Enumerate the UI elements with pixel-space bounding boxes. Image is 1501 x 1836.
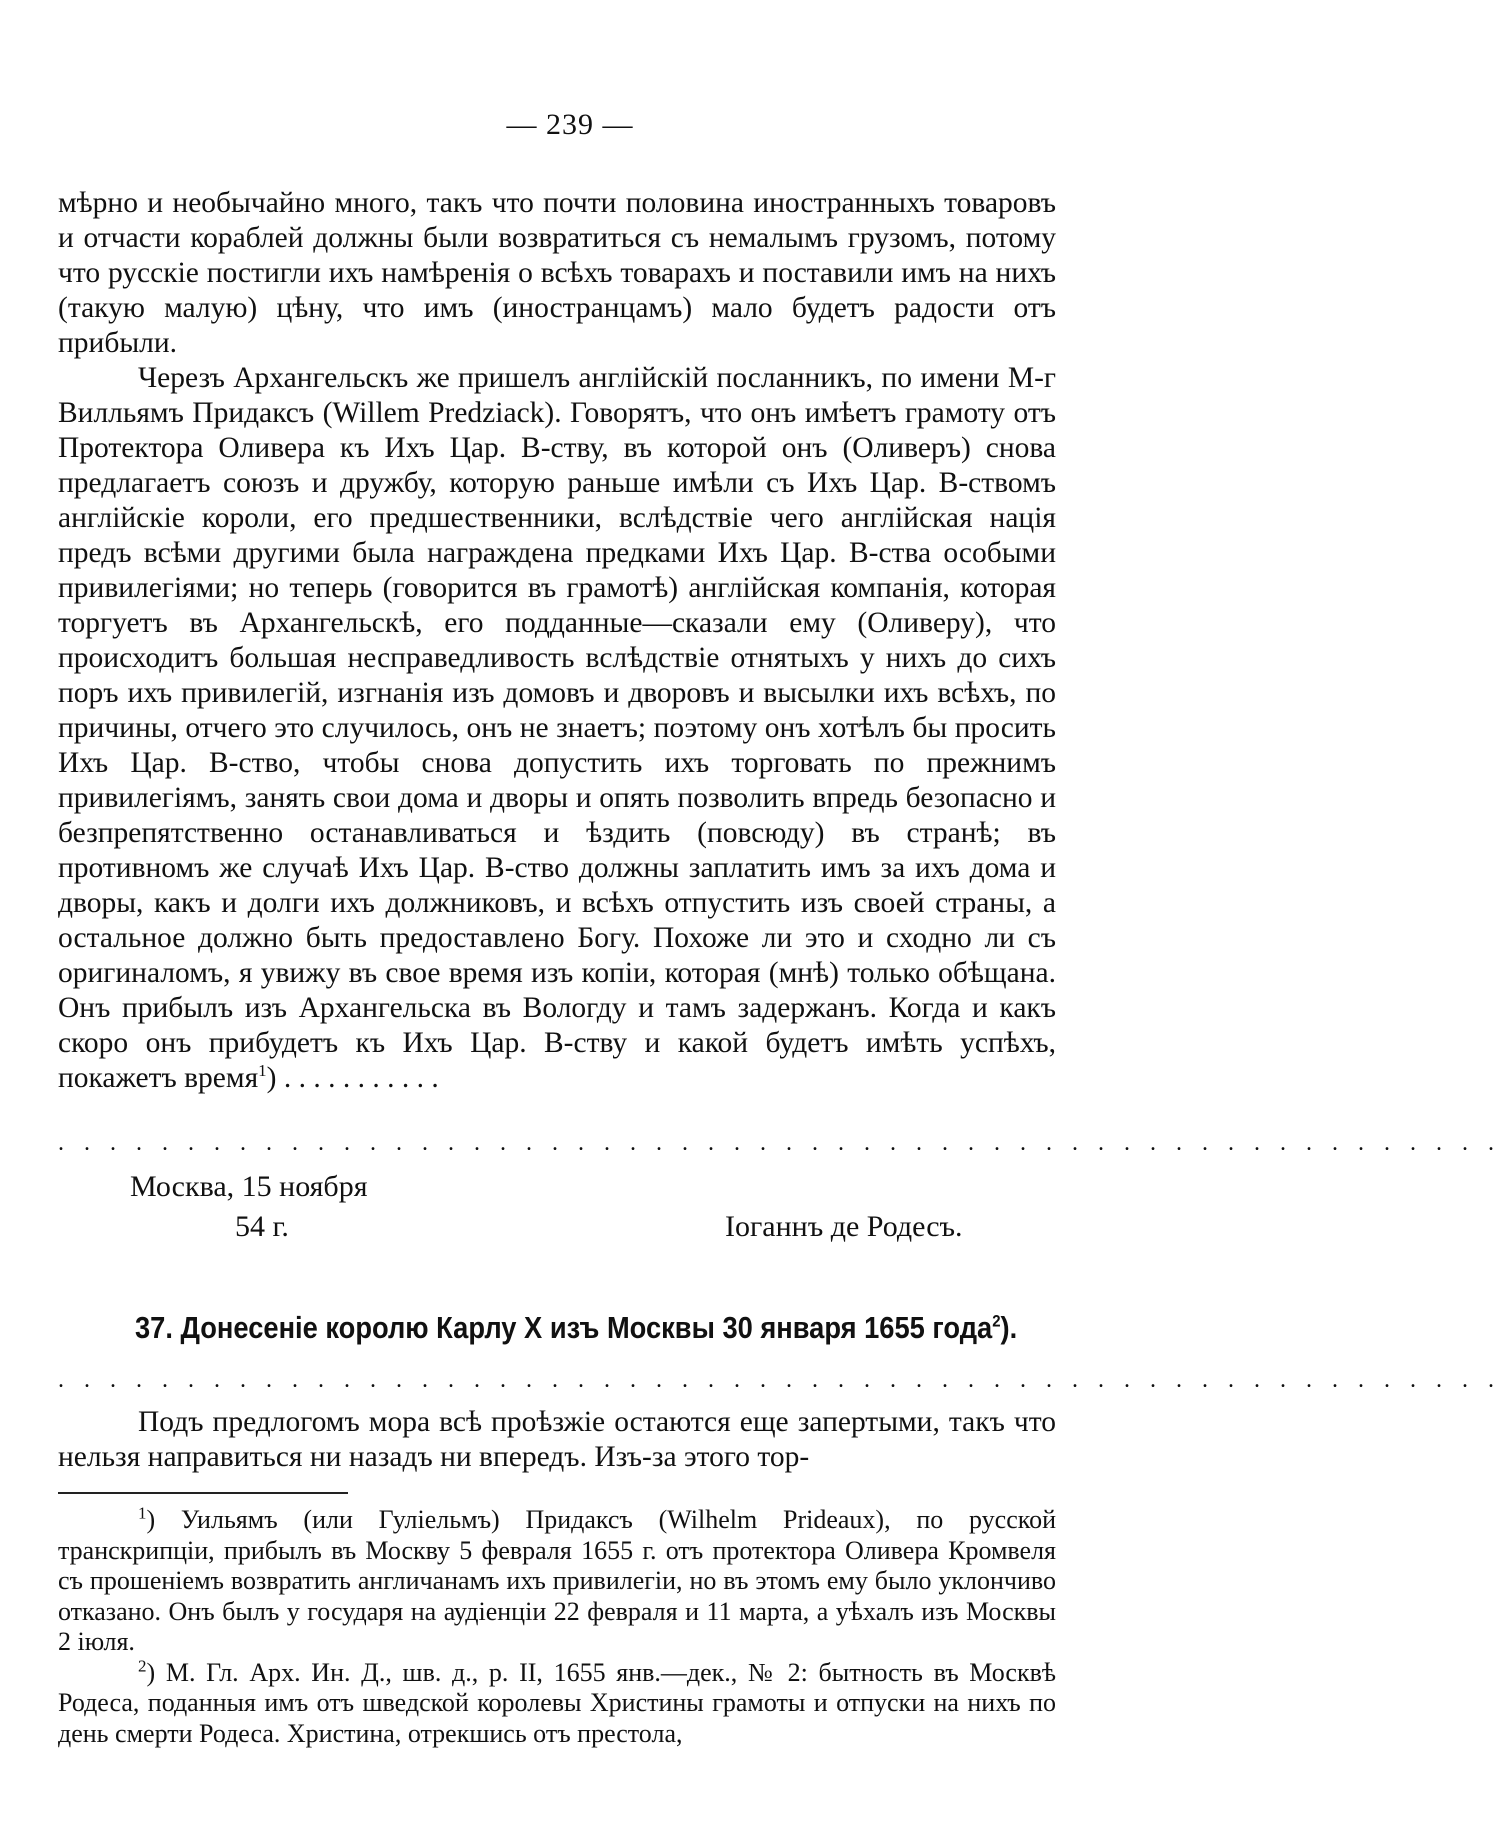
heading-tail: ). [1000,1310,1018,1345]
footnote-1 [58,1505,1056,1658]
paragraph-2-text: Черезъ Архангельскъ же пришелъ англійскій посланникъ, по имени М-г Вилльямъ Придаксъ (Willem Predziack). Говорятъ, что онъ имѣетъ грамоту отъ Протектора Оливера къ Ихъ Цар. В-ству, въ которой онъ (Оливеръ) снова предлагаетъ союзъ и дружбу, которую раньше имѣли съ Ихъ Цар. В-ствомъ англійскіе короли, его предшественники, вслѣдствіе чего англійская нація предъ всѣми другими была награждена предками Ихъ Цар. В-ства особыми привилегіями; но теперь (говорится въ грамотѣ) англійская компанія, которая торгуетъ въ Архангельскѣ, его подданные—сказали ему (Оливеру), что происходитъ большая несправедливость вслѣдствіе отнятыхъ у нихъ до сихъ поръ ихъ привилегій, изгнанія изъ домовъ и дворовъ и высылки ихъ всѣхъ, по причины, отчего это случилось, онъ не знаетъ; поэтому онъ хотѣлъ бы просить Ихъ Цар. В-ство, чтобы снова допустить ихъ торговать по прежнимъ привилегіямъ, занять свои дома и дворы и опять позволить впредь безопасно и безпрепятственно останавливаться и ѣздить (повсюду) въ странѣ; въ противномъ же случаѣ Ихъ Цар. В-ство должны заплатить имъ за ихъ дома и дворы, какъ и долги ихъ должниковъ, и всѣхъ отпустить изъ своей страны, а остальное должно быть предоставлено Богу. Похоже ли это и сходно ли съ оригиналомъ, я увижу въ свое время изъ копіи, которая (мнѣ) только обѣщана. Онъ прибылъ изъ Архангельска въ Вологду и тамъ задержанъ. Когда и какъ скоро онъ прибудетъ къ Ихъ Цар. В-ству и какой будетъ имѣть успѣхъ, покажетъ время [58,362,1056,1094]
dotted-separator: . . . . . . . . . . . . . . . . . . . . . . . . . . . . . . . . . . . . . . . . . . . . . . . . . . . . . . . . [58,1130,1501,1156]
letter-body [58,186,1056,1096]
heading-text: 37. Донесеніе королю Карлу X изъ Москвы 30 января 1655 года [135,1310,993,1345]
footnote-1-text: ) Уильямъ (или Гуліельмъ) Придаксъ (Wilhelm Prideaux), по русской транскрипціи, прибылъ въ Москву 5 февраля 1655 г. отъ протектора Оливера Кромвеля съ прошеніемъ возвратить англичанамъ ихъ привилегіи, но въ этомъ ему было уклончиво отказано. Онъ былъ у государя на аудіенціи 22 февраля и 11 марта, а уѣхалъ изъ Москвы 2 іюля. [58,1505,1056,1656]
footnote-2-marker: 2 [138,1655,147,1675]
section-heading [135,1310,1017,1346]
paragraph-2 [58,361,1056,1096]
paragraph-1: мѣрно и необычайно много, такъ что почти половина иностранныхъ товаровъ и отчасти кораблей должны были возвратиться съ немалымъ грузомъ, потому что русскіе постигли ихъ намѣренія о всѣхъ товарахъ и поставили имъ на нихъ (такую малую) цѣну, что имъ (иностранцамъ) мало будетъ радости отъ прибыли. [58,187,1056,359]
footnote-ref-2: 2 [992,1311,1001,1331]
footnote-1-marker: 1 [138,1503,147,1523]
place-date: Москва, 15 ноября [130,1170,368,1203]
footnote-2-text: ) М. Гл. Арх. Ин. Д., шв. д., р. II, 1655 янв.—дек., № 2: бытность въ Москвѣ Родеса, поданныя имъ отъ шведской королевы Христины грамоты и отпуски на нихъ по день смерти Родеса. Христина, отрекшись отъ престола, [58,1657,1056,1748]
report-body [58,1405,1056,1475]
dotted-separator-2: . . . . . . . . . . . . . . . . . . . . . . . . . . . . . . . . . . . . . . . . . . . . . . . . . . . . . . . . [58,1367,1501,1393]
footnotes [58,1505,1056,1749]
year: 54 г. [235,1210,289,1243]
footnote-2 [58,1655,1056,1750]
page-number: — 239 — [506,108,634,141]
footnote-ref-1: 1 [258,1061,267,1081]
paragraph-2-tail: ) . . . . . . . . . . . [266,1062,439,1094]
footnote-rule [58,1492,348,1494]
signature: Іоганнъ де Родесъ. [725,1210,963,1243]
paragraph-3: Подъ предлогомъ мора всѣ проѣзжіе остаются еще запертыми, такъ что нельзя направиться ни назадъ ни впередъ. Изъ-за этого тор- [58,1406,1056,1473]
